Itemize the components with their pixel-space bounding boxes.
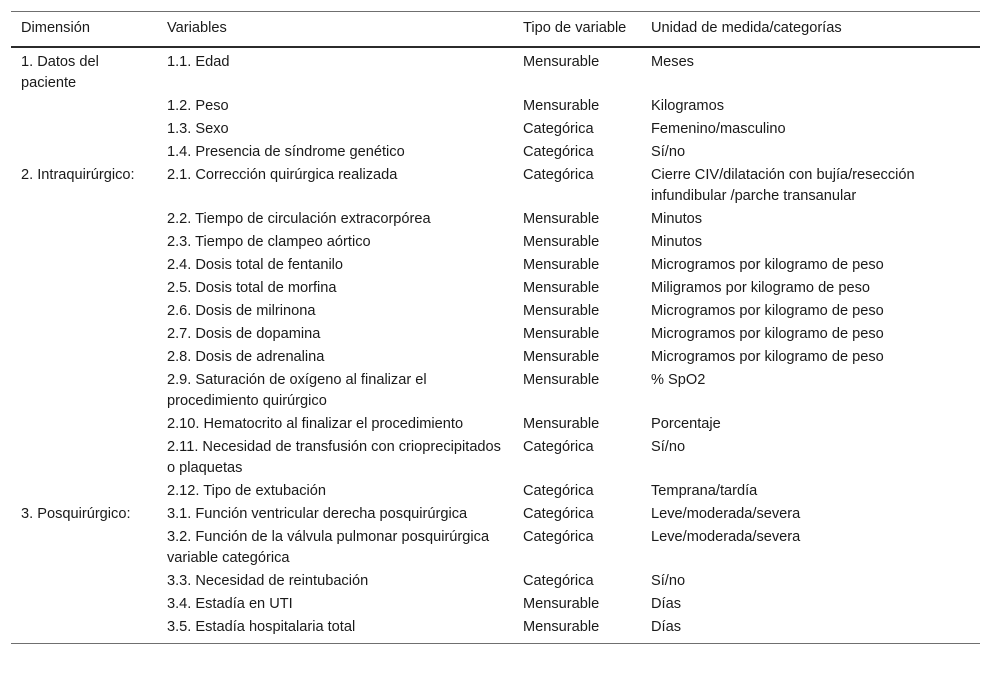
row-dimension: [11, 208, 157, 231]
header-unit: Unidad de medida/categorías: [651, 20, 842, 36]
row-dimension: [11, 413, 157, 436]
row-unit: Microgramos por kilogramo de peso: [651, 326, 884, 342]
table-row: [11, 164, 980, 208]
row-variable: 3.2. Función de la válvula pulmonar posquirúrgica variable categórica: [167, 529, 490, 566]
row-type: Mensurable: [523, 98, 600, 114]
table-row: [11, 436, 980, 480]
table-row: [11, 480, 980, 503]
table-row: [11, 118, 980, 141]
row-dimension: [11, 593, 157, 616]
row-unit: Días: [651, 596, 682, 612]
row-type: Mensurable: [523, 280, 600, 296]
row-unit: Sí/no: [651, 144, 686, 160]
row-unit: Días: [651, 619, 682, 635]
row-variable: 3.1. Función ventricular derecha posquirúrgica: [167, 506, 468, 522]
row-unit: Leve/moderada/severa: [651, 506, 801, 522]
row-variable: 1.3. Sexo: [167, 121, 229, 137]
row-dimension: [11, 480, 157, 503]
row-type: Mensurable: [523, 416, 600, 432]
row-dimension: [11, 369, 157, 413]
row-unit: % SpO2: [651, 372, 706, 388]
row-dimension: [11, 231, 157, 254]
row-dimension: [11, 323, 157, 346]
row-variable: 2.12. Tipo de extubación: [167, 483, 327, 499]
row-dimension: [11, 300, 157, 323]
row-variable: 2.6. Dosis de milrinona: [167, 303, 316, 319]
row-variable: 1.1. Edad: [167, 54, 230, 70]
row-unit: Minutos: [651, 211, 703, 227]
row-variable: 2.7. Dosis de dopamina: [167, 326, 321, 342]
variables-table-container: [11, 11, 980, 644]
row-type: Mensurable: [523, 303, 600, 319]
table-body: [11, 47, 980, 644]
row-unit: Microgramos por kilogramo de peso: [651, 349, 884, 365]
row-type: Mensurable: [523, 326, 600, 342]
table-row: [11, 323, 980, 346]
row-unit: Miligramos por kilogramo de peso: [651, 280, 870, 296]
row-unit: Cierre CIV/dilatación con bujía/resección infundibular /parche transanular: [651, 167, 915, 204]
row-unit: Kilogramos: [651, 98, 724, 114]
header-row: [11, 12, 980, 48]
table-row: [11, 503, 980, 526]
row-variable: 3.4. Estadía en UTI: [167, 596, 293, 612]
row-dimension: [11, 570, 157, 593]
table-header: [11, 12, 980, 48]
row-unit: Microgramos por kilogramo de peso: [651, 257, 884, 273]
table-row: [11, 231, 980, 254]
row-dimension: [11, 346, 157, 369]
row-dimension: [11, 254, 157, 277]
row-type: Categórica: [523, 529, 594, 545]
row-type: Mensurable: [523, 596, 600, 612]
row-dimension: [11, 118, 157, 141]
row-type: Categórica: [523, 506, 594, 522]
row-unit: Leve/moderada/severa: [651, 529, 801, 545]
row-dimension: 2. Intraquirúrgico:: [21, 167, 135, 183]
row-type: Mensurable: [523, 257, 600, 273]
row-unit: Meses: [651, 54, 694, 70]
row-type: Categórica: [523, 121, 594, 137]
row-unit: Temprana/tardía: [651, 483, 758, 499]
row-dimension: [11, 95, 157, 118]
row-type: Mensurable: [523, 234, 600, 250]
row-variable: 3.3. Necesidad de reintubación: [167, 573, 369, 589]
row-dimension: [11, 277, 157, 300]
row-variable: 2.2. Tiempo de circulación extracorpórea: [167, 211, 431, 227]
row-variable: 3.5. Estadía hospitalaria total: [167, 619, 356, 635]
row-type: Categórica: [523, 483, 594, 499]
table-row: [11, 526, 980, 570]
row-unit: Minutos: [651, 234, 703, 250]
row-dimension: [11, 616, 157, 644]
row-type: Categórica: [523, 167, 594, 183]
table-row: [11, 141, 980, 164]
row-variable: 1.2. Peso: [167, 98, 229, 114]
row-variable: 2.5. Dosis total de morfina: [167, 280, 337, 296]
table-row: [11, 346, 980, 369]
row-dimension: [11, 141, 157, 164]
row-type: Categórica: [523, 439, 594, 455]
row-type: Mensurable: [523, 211, 600, 227]
row-unit: Porcentaje: [651, 416, 721, 432]
row-dimension: [11, 526, 157, 570]
row-dimension: 3. Posquirúrgico:: [21, 506, 131, 522]
table-row: [11, 593, 980, 616]
row-unit: Sí/no: [651, 439, 686, 455]
row-dimension: 1. Datos del paciente: [21, 54, 99, 91]
row-variable: 2.9. Saturación de oxígeno al finalizar el procedimiento quirúrgico: [167, 372, 427, 409]
table-row: [11, 47, 980, 95]
table-row: [11, 570, 980, 593]
row-variable: 2.3. Tiempo de clampeo aórtico: [167, 234, 371, 250]
header-dimension: Dimensión: [21, 20, 90, 36]
row-type: Mensurable: [523, 54, 600, 70]
table-row: [11, 277, 980, 300]
row-unit: Microgramos por kilogramo de peso: [651, 303, 884, 319]
table-row: [11, 208, 980, 231]
row-unit: Sí/no: [651, 573, 686, 589]
row-type: Mensurable: [523, 619, 600, 635]
table-row: [11, 616, 980, 644]
row-type: Categórica: [523, 573, 594, 589]
row-dimension: [11, 436, 157, 480]
header-type: Tipo de variable: [523, 20, 627, 36]
row-type: Mensurable: [523, 372, 600, 388]
row-type: Mensurable: [523, 349, 600, 365]
row-variable: 2.11. Necesidad de transfusión con crioprecipitados o plaquetas: [167, 439, 501, 476]
row-type: Categórica: [523, 144, 594, 160]
table-row: [11, 413, 980, 436]
row-variable: 2.1. Corrección quirúrgica realizada: [167, 167, 398, 183]
header-variables: Variables: [167, 20, 227, 36]
row-variable: 2.4. Dosis total de fentanilo: [167, 257, 344, 273]
row-variable: 2.10. Hematocrito al finalizar el procedimiento: [167, 416, 464, 432]
row-variable: 1.4. Presencia de síndrome genético: [167, 144, 405, 160]
row-variable: 2.8. Dosis de adrenalina: [167, 349, 325, 365]
variables-table: [11, 11, 980, 644]
table-row: [11, 369, 980, 413]
table-row: [11, 300, 980, 323]
row-unit: Femenino/masculino: [651, 121, 786, 137]
table-row: [11, 254, 980, 277]
table-row: [11, 95, 980, 118]
